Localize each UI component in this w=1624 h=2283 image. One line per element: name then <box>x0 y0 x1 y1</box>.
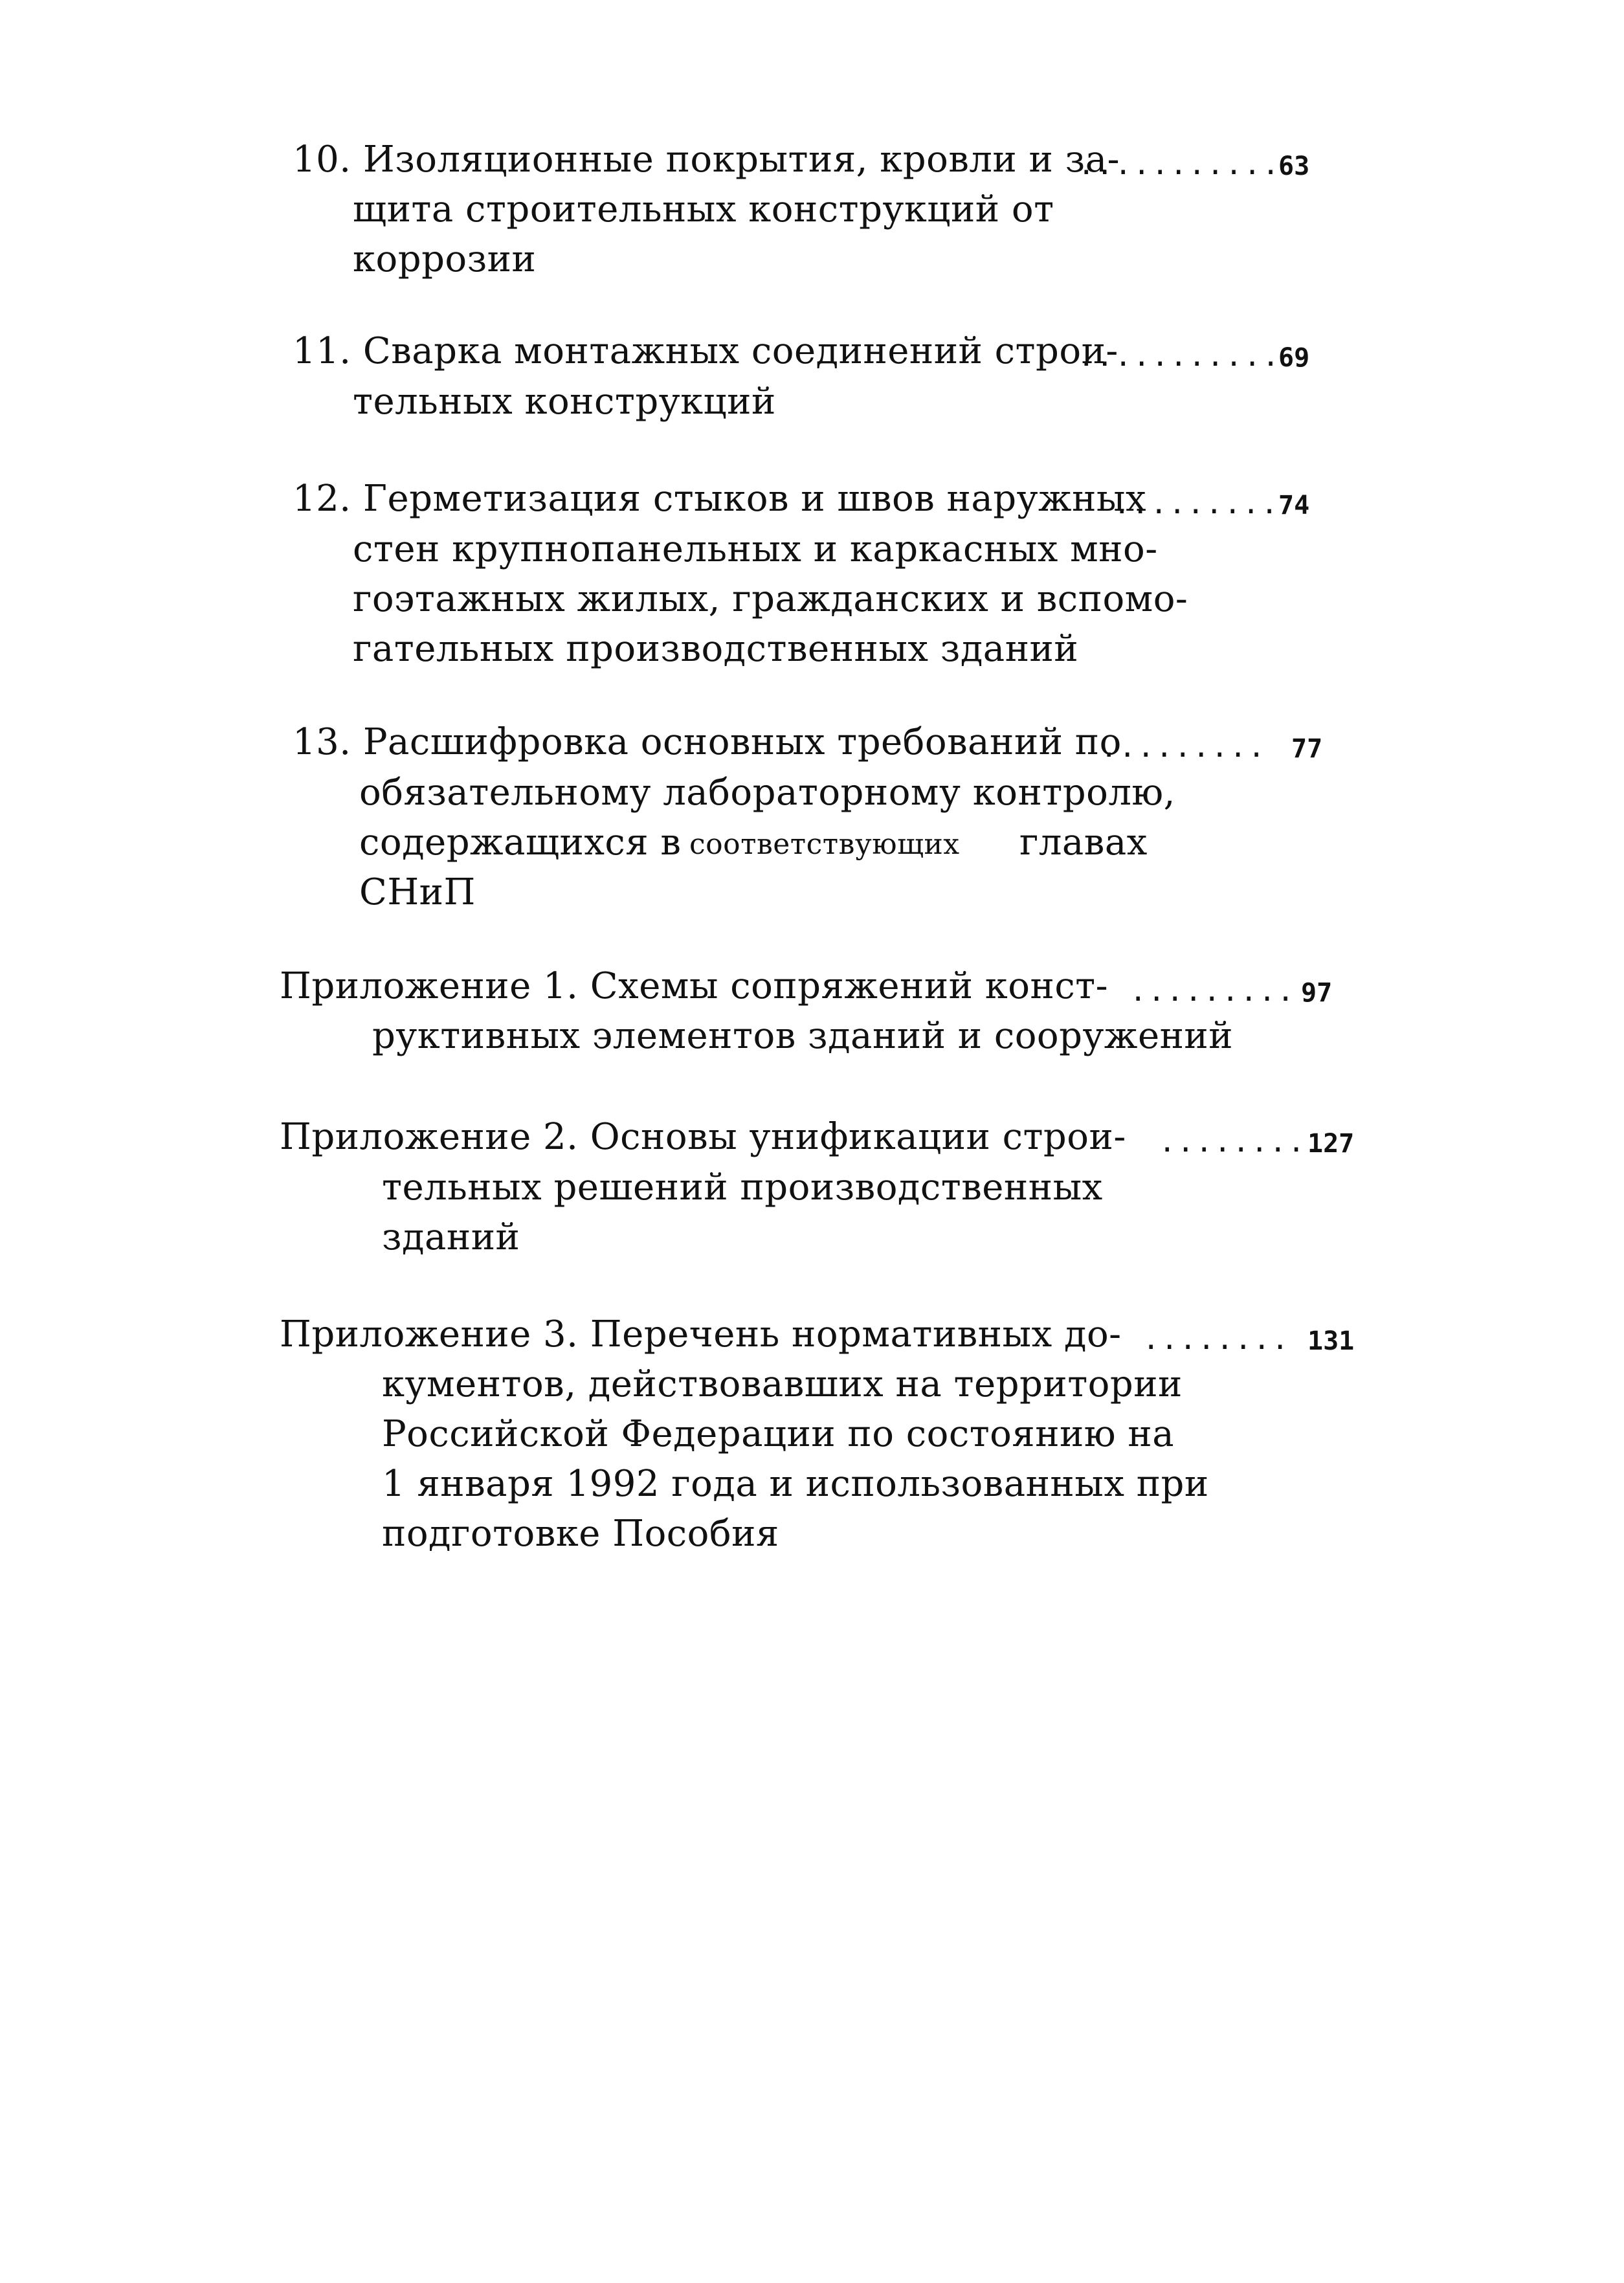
toc-entry-10-line-2: щита строительных конструкций от <box>353 188 1054 230</box>
toc-entry-13-line-4: СНиП <box>359 871 476 913</box>
toc-appendix-3-line-4: 1 января 1992 года и использованных при <box>382 1463 1209 1505</box>
toc-appendix-3-page[interactable]: 131 <box>1307 1326 1355 1356</box>
toc-entry-12-line-3: гоэтажных жилых, гражданских и вспомо- <box>353 578 1188 620</box>
toc-entry-12-line-4: гательных производственных зданий <box>353 628 1079 670</box>
toc-entry-13-line-3a: содержащихся в <box>359 821 682 863</box>
toc-appendix-2-leader: ........ <box>1159 1126 1306 1159</box>
toc-entry-11-line-2: тельных конструкций <box>353 381 776 423</box>
toc-entry-10-line-1: 10. Изоляционные покрытия, кровли и за- <box>293 139 1120 181</box>
toc-appendix-2-line-2: тельных решений производственных <box>382 1166 1103 1208</box>
toc-entry-12-leader: ......... <box>1113 487 1280 520</box>
toc-appendix-3-line-3: Российской Федерации по состоянию на <box>382 1413 1175 1455</box>
toc-appendix-3-line-2: кументов, действовавших на территории <box>382 1363 1183 1405</box>
toc-entry-11-line-1: 11. Сварка монтажных соединений строи- <box>293 330 1118 372</box>
toc-appendix-3-leader: ........ <box>1142 1323 1290 1356</box>
toc-entry-10-line-3: коррозии <box>353 238 537 280</box>
toc-appendix-1-page[interactable]: 97 <box>1301 978 1333 1008</box>
toc-entry-11-page[interactable]: 69 <box>1278 343 1310 373</box>
toc-entry-13-page[interactable]: 77 <box>1291 734 1323 764</box>
toc-entry-13-leader: ......... <box>1100 731 1267 764</box>
toc-appendix-2-line-1: Приложение 2. Основы унификации строи- <box>280 1116 1126 1158</box>
toc-entry-10-leader: ........... <box>1078 148 1281 181</box>
toc-entry-13-line-2: обязательному лабораторному контролю, <box>359 772 1175 814</box>
toc-entry-12-line-1: 12. Герметизация стыков и швов наружных <box>293 478 1147 520</box>
toc-entry-12-page[interactable]: 74 <box>1278 491 1310 520</box>
toc-appendix-1-line-1: Приложение 1. Схемы сопряжений конст- <box>280 965 1109 1007</box>
toc-entry-11-leader: ........... <box>1078 340 1281 373</box>
toc-entry-10-page[interactable]: 63 <box>1278 151 1310 181</box>
toc-appendix-2-line-3: зданий <box>382 1216 520 1258</box>
toc-entry-12-line-2: стен крупнопанельных и каркасных мно- <box>353 528 1158 570</box>
toc-entry-13-line-1: 13. Расшифровка основных требований по <box>293 721 1122 763</box>
toc-entry-13-line-3b: соответствующих <box>689 828 960 861</box>
toc-appendix-2-page[interactable]: 127 <box>1307 1129 1355 1159</box>
toc-appendix-3-line-5: подготовке Пособия <box>382 1513 779 1555</box>
toc-entry-13-line-3c: главах <box>1019 821 1148 863</box>
toc-appendix-1-leader: ......... <box>1129 975 1296 1008</box>
toc-appendix-1-line-2: руктивных элементов зданий и сооружений <box>372 1015 1234 1057</box>
toc-appendix-3-line-1: Приложение 3. Перечень нормативных до- <box>280 1313 1122 1355</box>
